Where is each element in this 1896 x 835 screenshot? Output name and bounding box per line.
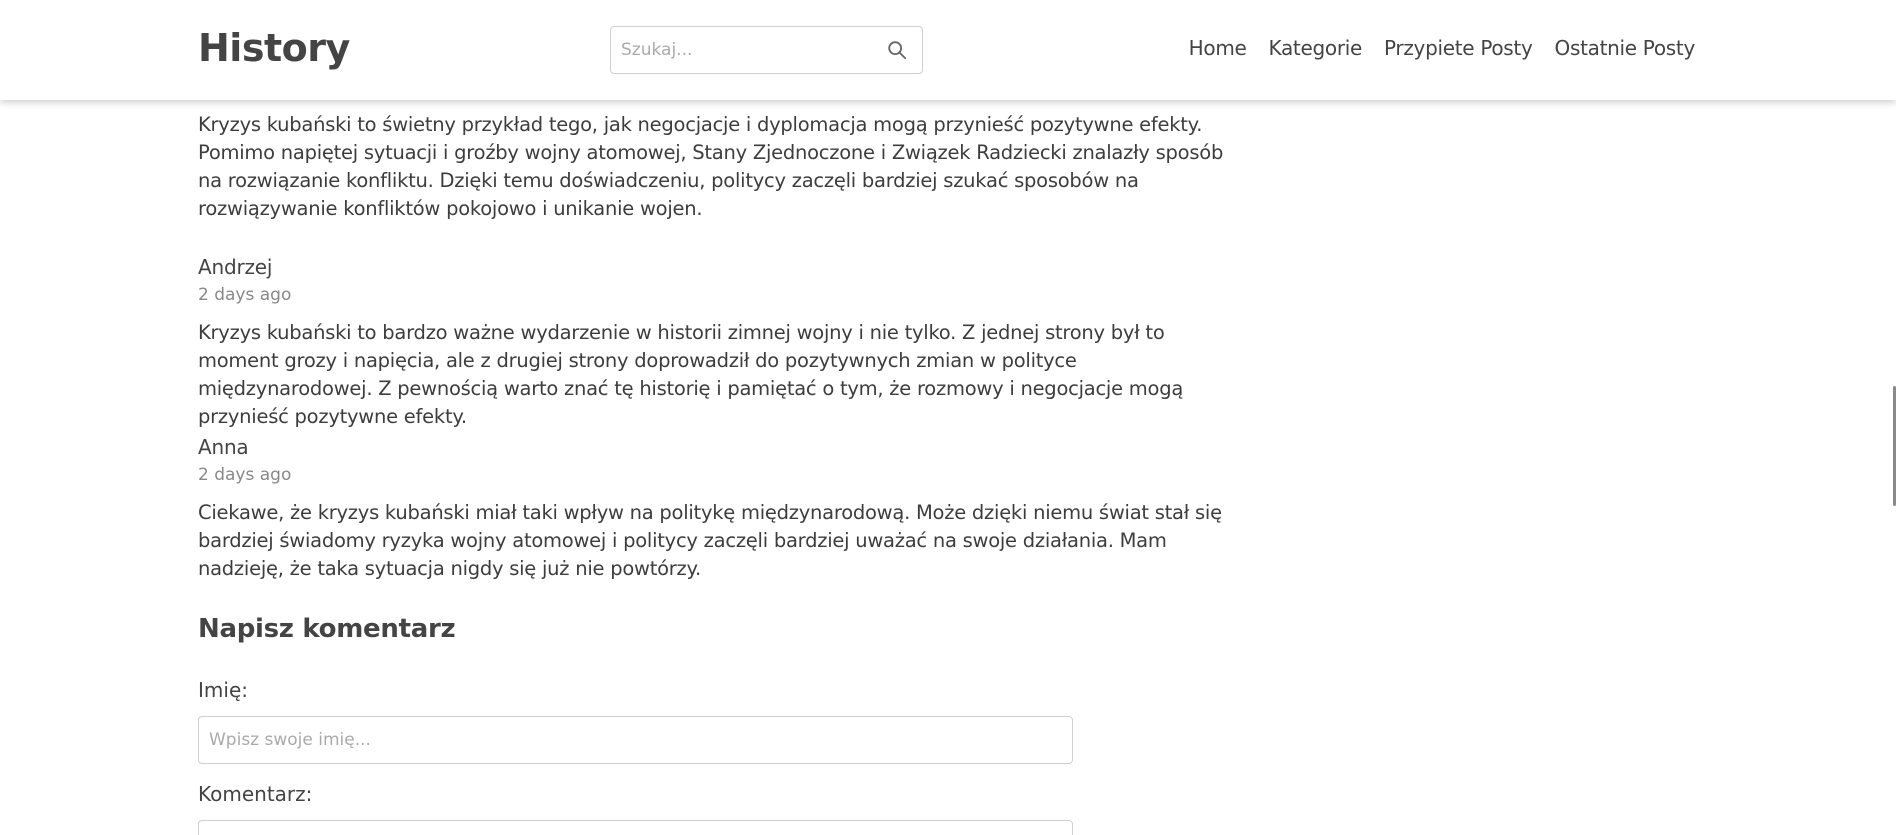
comment-author: Andrzej (198, 255, 273, 279)
comment-author: Anna (198, 435, 249, 459)
search-input[interactable] (621, 27, 871, 73)
comment-textarea[interactable] (198, 820, 1073, 835)
name-label: Imię: (198, 678, 248, 702)
nav-kategorie[interactable]: Kategorie (1268, 36, 1362, 60)
nav-przypiete-posty[interactable]: Przypiete Posty (1384, 36, 1533, 60)
comment-label: Komentarz: (198, 782, 313, 806)
nav-home[interactable]: Home (1188, 36, 1247, 60)
comment-text: Kryzys kubański to świetny przykład tego, jak negocjacje i dyplomacja mogą przynieść pozytywne efekty. Pomimo napiętej sytuacji i groźby wojny atomowej, Stany Zjednoczone i Związek Radziecki znalazły sposób na rozwiązanie konfliktu. Dzięki temu doświadczeniu, politycy zaczęli bardziej szukać sposobów na rozwiązywanie konfliktów pokojowo i unikanie wojen. (198, 113, 1224, 220)
comment-text: Ciekawe, że kryzys kubański miał taki wpływ na politykę międzynarodową. Może dzięki niemu świat stał się bardziej świadomy ryzyka wojny atomowej i politycy zaczęli bardziej uważać na swoje działania. Mam nadzieję, że taka sytuacja nigdy się już nie powtórzy. (198, 501, 1222, 580)
site-logo[interactable]: History (198, 26, 350, 70)
search-icon[interactable] (886, 39, 908, 61)
comment-form-title: Napisz komentarz (198, 614, 456, 644)
comment-date: 2 days ago (198, 285, 292, 305)
comment-date: 2 days ago (198, 465, 292, 485)
site-header (0, 0, 1896, 100)
nav-ostatnie-posty[interactable]: Ostatnie Posty (1554, 36, 1695, 60)
comment-text: Kryzys kubański to bardzo ważne wydarzenie w historii zimnej wojny i nie tylko. Z jednej strony był to moment grozy i napięcia, ale z drugiej strony doprowadził do pozytywnych zmian w polityce międzynarodowej. Z pewnością warto znać tę historię i pamiętać o tym, że rozmowy i negocjacje mogą przynieść pozytywne efekty. (198, 321, 1184, 428)
main-nav (1189, 36, 1695, 60)
search-box (610, 26, 923, 74)
name-input[interactable] (198, 716, 1073, 764)
